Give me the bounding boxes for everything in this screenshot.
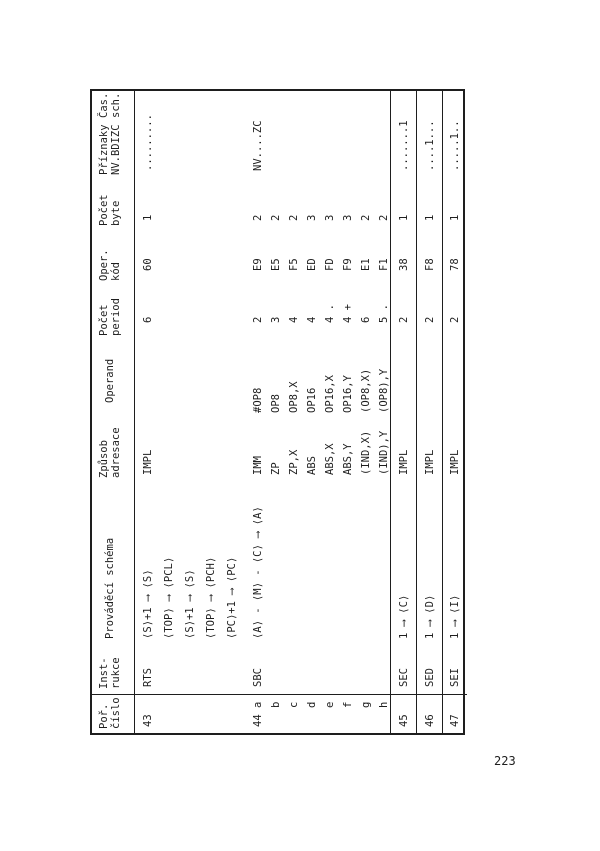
instruction-table [90,89,465,735]
row-flags: ....1... [424,120,436,171]
row-bytes: 1 [449,214,461,221]
schema-line: 1 ⟶ ⟨C⟩ [398,594,410,639]
row-flags: ......... [142,114,154,171]
row-instruction: SBC [252,668,264,687]
row-bytes: 2 [360,214,372,221]
row-code: E9 [252,258,264,271]
row-instruction: SEI [449,668,461,687]
row-instruction: RTS [142,668,154,687]
sub-letter: b [270,701,282,708]
row-mode: ABS [306,456,318,475]
schema-line: ⟨TOP⟩ ⟶ ⟨PCL⟩ [163,556,175,639]
row-period: 2 [424,316,436,323]
row-period: 2 [252,316,264,323]
row-code: E5 [270,258,282,271]
row-period: 2 [398,316,410,323]
table-header [92,91,135,733]
row-period: 3 [270,316,282,323]
sub-letter: g [360,701,372,708]
sub-letter: e [324,701,336,708]
header-cas: Čas. sch. [98,92,122,118]
row-mode: IMPL [398,449,410,475]
row-mode: (IND),Y [378,430,390,475]
row-number: 45 [398,714,410,727]
row-bytes: 1 [424,214,436,221]
row-number: 44 [252,714,264,727]
header-operand: Operand [104,358,116,403]
row-operand: #OP8 [252,387,264,413]
row-mode: ZP,X [288,449,300,475]
row-operand: OP16,X [324,375,336,413]
header-period: Počet period [98,298,122,336]
header-priznaky: Příznaky NV.BDIZC [98,124,122,175]
schema-line: ⟨TOP⟩ ⟶ ⟨PCH⟩ [205,556,217,639]
row-mode: ABS,X [324,443,336,475]
schema-line: 1 ⟶ ⟨I⟩ [449,594,461,639]
sub-letter: h [378,701,390,708]
row-bytes: 1 [398,214,410,221]
row-number: 46 [424,714,436,727]
schema-line: ⟨S⟩+1 ⟶ ⟨S⟩ [184,569,196,639]
row-mode: IMM [252,456,264,475]
row-instruction: SEC [398,668,410,687]
row-bytes: 2 [270,214,282,221]
sub-letter: d [306,701,318,708]
header-adresace: Způsob adresace [98,427,122,478]
row-code: ED [306,258,318,271]
row-flags: .....1.. [449,120,461,171]
header-cislo: Poř. číslo [98,697,122,729]
header-schema: Prováděcí schéma [104,537,116,639]
row-period: 6 [142,316,154,323]
row-code: F5 [288,258,300,271]
row-operand: OP16,Y [342,375,354,413]
sub-letter: a [252,701,264,708]
row-bytes: 3 [306,214,318,221]
row-bytes: 1 [142,214,154,221]
row-period: 6 [360,316,372,323]
row-bytes: 2 [378,214,390,221]
row-period: 4 + [342,304,354,323]
row-divider [390,91,391,733]
header-instrukce: Inst- rukce [98,657,122,689]
row-mode: IMPL [142,449,154,475]
row-code: 78 [449,258,461,271]
row-flags: .......1 [398,120,410,171]
row-period: 5 . [378,304,390,323]
row-code: F1 [378,258,390,271]
row-divider [416,91,417,733]
schema-line: ⟨S⟩+1 ⟶ ⟨S⟩ [142,569,154,639]
schema-line: 1 ⟶ ⟨D⟩ [424,594,436,639]
row-operand: (OP8),Y [378,368,390,413]
schema-line: ⟨A⟩ - ⟨M⟩ - ⟨C⟩ ⟶ ⟨A⟩ [252,506,264,639]
sub-letter: c [288,701,300,708]
row-mode: ZP [270,462,282,475]
row-number: 47 [449,714,461,727]
row-mode: ABS,Y [342,443,354,475]
column-divider [92,694,467,695]
row-operand: (OP8,X) [360,368,372,413]
row-period: 4 . [324,304,336,323]
row-period: 4 [288,316,300,323]
row-flags: NV....ZC [252,120,264,171]
row-bytes: 2 [288,214,300,221]
header-kod: Oper. kód [98,249,122,281]
row-code: 38 [398,258,410,271]
row-instruction: SED [424,668,436,687]
header-byte: Počet byte [98,194,122,226]
row-bytes: 2 [252,214,264,221]
page-number: 223 [494,754,516,768]
row-mode: IMPL [449,449,461,475]
schema-line: ⟨PC⟩+1 ⟶ ⟨PC⟩ [226,556,238,639]
row-code: E1 [360,258,372,271]
row-code: FD [324,258,336,271]
row-operand: OP8 [270,394,282,413]
sub-letter: f [342,701,354,708]
row-period: 4 [306,316,318,323]
row-code: F9 [342,258,354,271]
row-mode: IMPL [424,449,436,475]
row-period: 2 [449,316,461,323]
row-operand: OP16 [306,387,318,413]
row-mode: (IND,X) [360,430,372,475]
row-bytes: 3 [324,214,336,221]
row-code: F8 [424,258,436,271]
row-bytes: 3 [342,214,354,221]
rotated-table-container [90,89,465,735]
row-number: 43 [142,714,154,727]
row-code: 60 [142,258,154,271]
row-divider [442,91,443,733]
row-operand: OP8,X [288,381,300,413]
